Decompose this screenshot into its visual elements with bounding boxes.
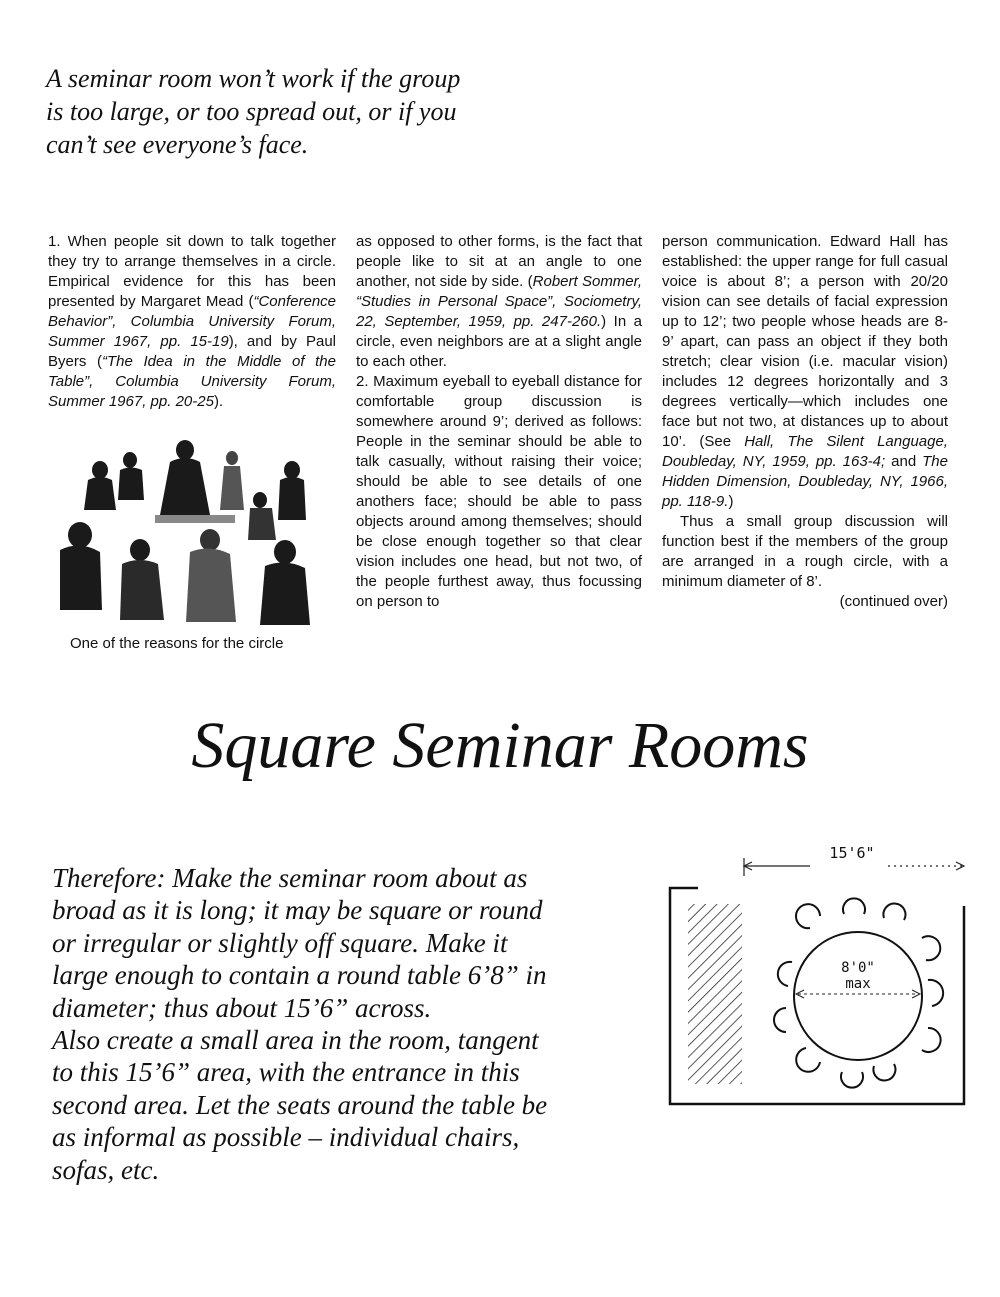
paragraph-text: and	[885, 453, 923, 470]
statement-line: Also create a small area in the room, tangent	[52, 1025, 539, 1056]
chair-icon	[841, 1072, 863, 1088]
paragraph-text: ), and by Paul Byers (	[48, 333, 336, 370]
paragraph-text: Thus a small group discussion will function best if the members of the group are arranged in a rough circle, with a minimum diameter of 8’.	[662, 513, 948, 590]
round-table	[794, 932, 922, 1060]
statement-line: large enough to contain a round table 6’8” in	[52, 960, 547, 991]
paragraph-text: )	[728, 493, 734, 510]
citation: Hall, The Silent Language, Doubleday, NY, 1959, pp. 163-4;	[662, 433, 948, 470]
chair-icon	[922, 936, 940, 960]
paragraph-1	[48, 232, 336, 412]
headline-line: is too large, or too spread out, or if you	[46, 97, 457, 126]
chair-icon	[778, 962, 792, 986]
text-column-2	[356, 232, 642, 612]
table-diameter-sub: max	[845, 976, 871, 992]
chair-icon	[796, 1048, 820, 1072]
paragraph-text: person communication. Edward Hall has established: the upper range for full casual voice is about 8’; a person with 20/20 vision can see details of facial expression up to 12’; two people whose heads are 8-9’ apart, can pass an object if they both stretch; clear vision (i.e. macular vision) includes 12 degrees horizontally and 3 degrees vertically—which includes one face but not two, at distances up to about 10’. (See	[662, 233, 948, 450]
chair-icon	[922, 1028, 941, 1052]
chair-icon	[796, 904, 820, 928]
room-plan-diagram	[660, 836, 970, 1116]
paragraph-1	[662, 232, 948, 512]
statement-line: diameter; thus about 15’6” across.	[52, 992, 432, 1023]
paragraph-text: 1. When people sit down to talk together they try to arrange themselves in a circle. Empirical evidence for this has been presented by Margaret Mead (	[48, 233, 336, 310]
statement-line: or irregular or slightly off square. Make it	[52, 927, 508, 958]
paragraph-1	[356, 232, 642, 372]
statement-line: to this 15’6” area, with the entrance in this	[52, 1057, 520, 1088]
statement-line: Therefore: Make the seminar room about as	[52, 863, 528, 893]
therefore-statement	[52, 862, 652, 1186]
paragraph-text: ).	[213, 393, 224, 410]
paragraph-2: 2. Maximum eyeball to eyeball distance for comfortable group discussion is somewhere around 9’; derived as follows: People in the seminar should be able to talk casually, without raising their voice; should be able to see details of one anothers face; should be able to pass objects around among themselves; should be close enough together so that clear vision includes one head, but not two, of the people furthest away, thus focussing on person to	[356, 373, 642, 610]
statement-line: sofas, etc.	[52, 1154, 160, 1185]
headline-line: A seminar room won’t work if the group	[46, 64, 461, 93]
paragraph-2	[662, 512, 948, 610]
paragraph-text: as opposed to other forms, is the fact that people like to sit at an angle to one another, not side by side. (	[356, 233, 642, 290]
photo-caption: One of the reasons for the circle	[70, 635, 284, 652]
headline-line: can’t see everyone’s face.	[46, 130, 309, 159]
citation: The Hidden Dimension, Doubleday, NY, 1966, pp. 118-9.	[662, 453, 948, 510]
chair-icon	[883, 904, 905, 920]
hatched-area	[688, 904, 742, 1084]
table-diameter-label: 8'0"	[841, 960, 875, 976]
citation: “Conference Behavior”, Columbia University Forum, Summer 1967, pp. 15-19	[48, 293, 336, 350]
statement-line: broad as it is long; it may be square or round	[52, 895, 543, 926]
chair-icon	[873, 1064, 895, 1080]
seminar-photo	[60, 440, 320, 630]
text-column-1	[48, 232, 336, 412]
chair-icon	[843, 898, 865, 914]
citation: “The Idea in the Middle of the Table”, Columbia University Forum, Summer 1967, pp. 20-25	[48, 353, 336, 410]
statement-line: second area. Let the seats around the table be	[52, 1089, 548, 1120]
statement-line: as informal as possible – individual chairs,	[52, 1122, 520, 1153]
paragraph-text: ) In a circle, even neighbors are at a slight angle to each other.	[356, 313, 642, 370]
text-column-3	[662, 232, 948, 612]
continued-note: (continued over)	[839, 593, 948, 610]
pattern-title: Square Seminar Rooms	[191, 709, 809, 782]
chair-icon	[774, 1008, 786, 1032]
headline	[46, 62, 606, 161]
room-width-label: 15'6"	[829, 844, 875, 862]
citation: Robert Sommer, “Studies in Personal Space”, Sociometry, 22, September, 1959, pp. 247-260.	[356, 273, 642, 330]
chair-icon	[928, 980, 943, 1006]
